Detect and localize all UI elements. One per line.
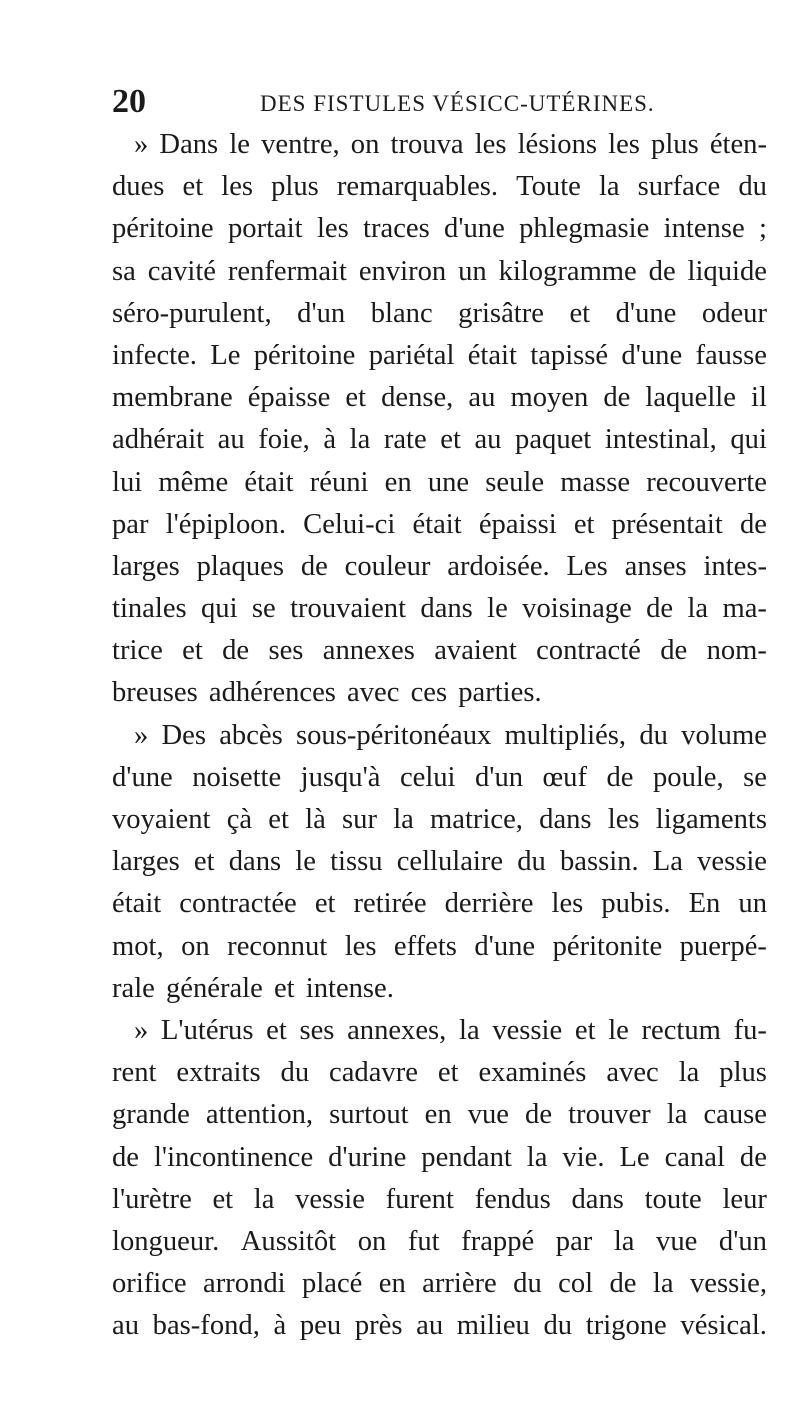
body-text	[112, 124, 767, 1347]
text-line: rent extraits du cadavre et examinés avec la plus	[112, 1057, 767, 1089]
text-line: de l'incontinence d'urine pendant la vie. Le canal de	[112, 1141, 767, 1173]
text-line: » Des abcès sous-péritonéaux multipliés, du volume	[134, 719, 767, 751]
page-header	[112, 82, 742, 122]
text-line: lui même était réuni en une seule masse recouverte	[112, 466, 767, 498]
text-line: l'urètre et la vessie furent fendus dans toute leur	[112, 1183, 767, 1215]
text-line: orifice arrondi placé en arrière du col de la vessie,	[112, 1268, 767, 1300]
text-line: longueur. Aussitôt on fut frappé par la vue d'un	[112, 1225, 767, 1257]
text-line: infecte. Le péritoine pariétal était tapissé d'une fausse	[112, 339, 767, 371]
text-line: péritoine portait les traces d'une phlegmasie intense ;	[112, 213, 767, 245]
text-line: adhérait au foie, à la rate et au paquet intestinal, qui	[112, 424, 767, 456]
text-line: larges et dans le tissu cellulaire du bassin. La vessie	[112, 846, 767, 878]
text-line: séro-purulent, d'un blanc grisâtre et d'une odeur	[112, 297, 767, 329]
text-line: d'une noisette jusqu'à celui d'un œuf de poule, se	[112, 761, 767, 793]
text-line: voyaient çà et là sur la matrice, dans les ligaments	[112, 804, 767, 835]
text-line: au bas-fond, à peu près au milieu du trigone vésical.	[112, 1310, 767, 1342]
text-line: breuses adhérences avec ces parties.	[112, 677, 542, 709]
text-line: sa cavité renfermait environ un kilogramme de liquide	[112, 255, 767, 287]
text-line: membrane épaisse et dense, au moyen de laquelle il	[112, 382, 767, 414]
text-line: larges plaques de couleur ardoisée. Les anses intes-	[112, 550, 767, 582]
page-number: 20	[112, 83, 146, 120]
running-head: DES FISTULES VÉSICC-UTÉRINES.	[260, 91, 655, 116]
text-line: était contractée et retirée derrière les pubis. En un	[112, 888, 767, 920]
text-line: par l'épiploon. Celui-ci était épaissi et présentait de	[112, 508, 767, 540]
text-line: trice et de ses annexes avaient contracté de nom-	[112, 635, 767, 667]
text-line: dues et les plus remarquables. Toute la surface du	[112, 171, 767, 203]
text-line: » L'utérus et ses annexes, la vessie et le rectum fu-	[134, 1014, 767, 1046]
text-line: tinales qui se trouvaient dans le voisinage de la ma-	[112, 593, 767, 625]
text-line: grande attention, surtout en vue de trouver la cause	[112, 1099, 767, 1131]
text-line: rale générale et intense.	[112, 972, 394, 1004]
text-line: » Dans le ventre, on trouva les lésions les plus éten-	[134, 129, 767, 160]
text-line: mot, on reconnut les effets d'une péritonite puerpé-	[112, 930, 767, 962]
